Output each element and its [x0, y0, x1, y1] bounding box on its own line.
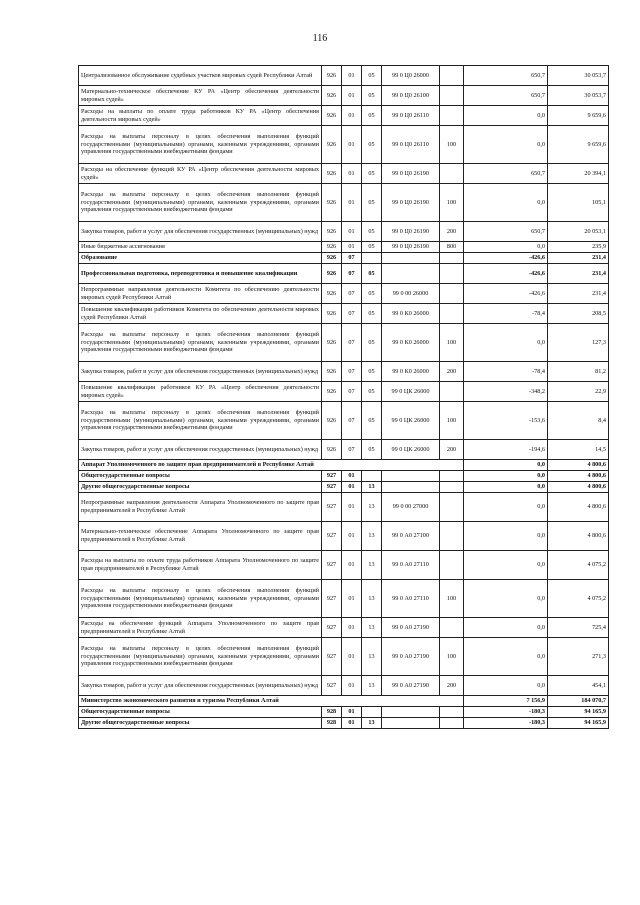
- row-amount-total: 4 800,6: [548, 522, 609, 551]
- table-row: [79, 440, 609, 460]
- row-section-code: 01: [342, 126, 362, 164]
- row-expense-type: 100: [440, 126, 464, 164]
- row-expense-type: 100: [440, 184, 464, 222]
- row-amount-total: 235,9: [548, 242, 609, 253]
- row-expense-type: [440, 718, 464, 729]
- row-subsection-code: 05: [362, 324, 382, 362]
- row-target-article: 99 0 Ц0 26190: [382, 164, 440, 184]
- table-row: [79, 493, 609, 522]
- row-section-code: 01: [342, 718, 362, 729]
- row-admin-code: 926: [322, 402, 342, 440]
- row-amount-change: 650,7: [464, 66, 548, 86]
- row-expense-type: [440, 284, 464, 304]
- row-admin-code: 926: [322, 242, 342, 253]
- row-amount-total: 105,1: [548, 184, 609, 222]
- row-name: Централизованное обслуживание судебных участков мировых судей Республики Алтай: [79, 66, 322, 86]
- row-name: Расходы на выплаты персоналу в целях обеспечения выполнения функций государственными (муниципальными) органами, казенными учреждениями, органами управления государственными внебюджетными фондами: [79, 126, 322, 164]
- table-row: [79, 718, 609, 729]
- row-amount-change: -426,6: [464, 264, 548, 284]
- row-name: Закупка товаров, работ и услуг для обеспечения государственных (муниципальных) нужд: [79, 676, 322, 696]
- row-admin-code: 926: [322, 222, 342, 242]
- row-admin-code: 926: [322, 264, 342, 284]
- row-amount-total: 4 075,2: [548, 551, 609, 580]
- row-admin-code: 926: [322, 106, 342, 126]
- row-amount-total: 4 075,2: [548, 580, 609, 618]
- row-amount-change: -426,6: [464, 253, 548, 264]
- row-section-code: 07: [342, 304, 362, 324]
- row-target-article: [382, 471, 440, 482]
- row-admin-code: 926: [322, 164, 342, 184]
- row-target-article: 99 0 ЦК 26000: [382, 440, 440, 460]
- row-subsection-code: 05: [362, 402, 382, 440]
- row-subsection-code: [362, 707, 382, 718]
- row-amount-total: 454,1: [548, 676, 609, 696]
- row-amount-change: 0,0: [464, 242, 548, 253]
- row-expense-type: 100: [440, 324, 464, 362]
- row-admin-code: 927: [322, 551, 342, 580]
- row-name: Расходы на выплаты по оплате труда работников КУ РА «Центр обеспечения деятельности мировых судей»: [79, 106, 322, 126]
- row-name: Материально-техническое обеспечение Аппарата Уполномоченного по защите прав предпринимателей в Республике Алтай: [79, 522, 322, 551]
- row-amount-change: 0,0: [464, 106, 548, 126]
- row-amount-change: 0,0: [464, 482, 548, 493]
- row-subsection-code: 05: [362, 284, 382, 304]
- row-amount-total: 22,9: [548, 382, 609, 402]
- row-name: Закупка товаров, работ и услуг для обеспечения государственных (муниципальных) нужд: [79, 440, 322, 460]
- row-name: Министерство экономического развития и туризма Республики Алтай: [79, 696, 464, 707]
- row-subsection-code: 05: [362, 164, 382, 184]
- row-subsection-code: 05: [362, 184, 382, 222]
- row-amount-total: 20 394,1: [548, 164, 609, 184]
- row-amount-total: 30 053,7: [548, 66, 609, 86]
- table-row: [79, 86, 609, 106]
- row-admin-code: 927: [322, 580, 342, 618]
- row-target-article: [382, 482, 440, 493]
- row-amount-change: -194,6: [464, 440, 548, 460]
- row-amount-change: 0,0: [464, 184, 548, 222]
- row-section-code: 01: [342, 676, 362, 696]
- row-admin-code: 926: [322, 362, 342, 382]
- budget-table: [78, 65, 609, 729]
- row-expense-type: 100: [440, 638, 464, 676]
- row-expense-type: 800: [440, 242, 464, 253]
- row-section-code: 01: [342, 164, 362, 184]
- row-expense-type: [440, 66, 464, 86]
- row-admin-code: 927: [322, 638, 342, 676]
- row-expense-type: 200: [440, 222, 464, 242]
- row-amount-total: 231,4: [548, 253, 609, 264]
- row-subsection-code: 13: [362, 551, 382, 580]
- row-subsection-code: 13: [362, 482, 382, 493]
- row-target-article: 99 0 Ц0 26190: [382, 242, 440, 253]
- row-subsection-code: 13: [362, 580, 382, 618]
- row-amount-change: -180,3: [464, 707, 548, 718]
- row-expense-type: [440, 482, 464, 493]
- table-row: [79, 184, 609, 222]
- table-row: [79, 482, 609, 493]
- row-target-article: 99 0 А0 27100: [382, 522, 440, 551]
- row-name: Другие общегосударственные вопросы: [79, 482, 322, 493]
- row-subsection-code: 05: [362, 382, 382, 402]
- row-amount-total: 30 053,7: [548, 86, 609, 106]
- table-row: [79, 264, 609, 284]
- table-row: [79, 707, 609, 718]
- row-amount-change: 0,0: [464, 126, 548, 164]
- row-amount-change: 0,0: [464, 580, 548, 618]
- row-section-code: 07: [342, 362, 362, 382]
- row-name: Расходы на обеспечение функций КУ РА «Центр обеспечения деятельности мировых судей»: [79, 164, 322, 184]
- row-subsection-code: 13: [362, 493, 382, 522]
- row-amount-change: 0,0: [464, 676, 548, 696]
- row-target-article: 99 0 00 26000: [382, 284, 440, 304]
- row-amount-total: 4 800,6: [548, 482, 609, 493]
- row-admin-code: 927: [322, 676, 342, 696]
- row-admin-code: 927: [322, 471, 342, 482]
- row-section-code: 01: [342, 482, 362, 493]
- row-amount-change: -426,6: [464, 284, 548, 304]
- row-subsection-code: 05: [362, 440, 382, 460]
- table-row: [79, 580, 609, 618]
- row-amount-change: 7 156,9: [464, 696, 548, 707]
- row-name: Непрограммные направления деятельности Комитета по обеспечению деятельности мировых судей Республики Алтай: [79, 284, 322, 304]
- table-row: [79, 618, 609, 638]
- row-admin-code: 927: [322, 522, 342, 551]
- row-expense-type: 100: [440, 402, 464, 440]
- row-section-code: 07: [342, 324, 362, 362]
- row-admin-code: 926: [322, 324, 342, 362]
- table-row: [79, 382, 609, 402]
- row-section-code: 01: [342, 618, 362, 638]
- row-section-code: 01: [342, 551, 362, 580]
- row-target-article: 99 0 Ц0 26110: [382, 106, 440, 126]
- row-amount-total: 184 070,7: [548, 696, 609, 707]
- row-amount-total: 9 659,6: [548, 126, 609, 164]
- row-admin-code: 926: [322, 440, 342, 460]
- row-amount-change: 0,0: [464, 551, 548, 580]
- row-section-code: 01: [342, 638, 362, 676]
- table-row: [79, 106, 609, 126]
- row-amount-change: -78,4: [464, 362, 548, 382]
- row-admin-code: 927: [322, 493, 342, 522]
- row-name: Другие общегосударственные вопросы: [79, 718, 322, 729]
- row-target-article: [382, 707, 440, 718]
- row-subsection-code: 13: [362, 638, 382, 676]
- row-admin-code: 926: [322, 382, 342, 402]
- row-target-article: 99 0 А0 27190: [382, 618, 440, 638]
- row-admin-code: 926: [322, 253, 342, 264]
- row-section-code: 01: [342, 184, 362, 222]
- row-name: Общегосударственные вопросы: [79, 471, 322, 482]
- table-row: [79, 471, 609, 482]
- row-amount-total: 271,3: [548, 638, 609, 676]
- row-amount-change: 0,0: [464, 638, 548, 676]
- table-row: [79, 362, 609, 382]
- row-name: Расходы на выплаты персоналу в целях обеспечения выполнения функций государственными (муниципальными) органами, казенными учреждениями, органами управления государственными внебюджетными фондами: [79, 402, 322, 440]
- row-subsection-code: 13: [362, 676, 382, 696]
- row-target-article: 99 0 А0 27190: [382, 676, 440, 696]
- row-name: Повышение квалификации работников Комитета по обеспечению деятельности мировых судей Республики Алтай: [79, 304, 322, 324]
- row-amount-change: 0,0: [464, 522, 548, 551]
- row-section-code: 01: [342, 242, 362, 253]
- table-row: [79, 304, 609, 324]
- row-section-code: 01: [342, 86, 362, 106]
- row-admin-code: 926: [322, 284, 342, 304]
- row-name: Расходы на выплаты персоналу в целях обеспечения выполнения функций государственными (муниципальными) органами, казенными учреждениями, органами управления государственными внебюджетными фондами: [79, 638, 322, 676]
- row-expense-type: [440, 551, 464, 580]
- row-amount-total: 4 800,6: [548, 471, 609, 482]
- row-name: Расходы на обеспечение функций Аппарата Уполномоченного по защите прав предпринимателей в Республике Алтай: [79, 618, 322, 638]
- row-admin-code: 926: [322, 86, 342, 106]
- row-expense-type: [440, 164, 464, 184]
- row-section-code: 01: [342, 106, 362, 126]
- row-target-article: 99 0 А0 27110: [382, 551, 440, 580]
- row-subsection-code: 05: [362, 242, 382, 253]
- row-amount-total: 127,3: [548, 324, 609, 362]
- row-amount-change: -180,3: [464, 718, 548, 729]
- budget-table-body: [79, 66, 609, 729]
- row-subsection-code: 13: [362, 618, 382, 638]
- row-amount-change: 650,7: [464, 222, 548, 242]
- row-expense-type: [440, 382, 464, 402]
- row-target-article: 99 0 00 27000: [382, 493, 440, 522]
- row-subsection-code: 05: [362, 126, 382, 164]
- row-name: Образование: [79, 253, 322, 264]
- row-amount-change: 650,7: [464, 164, 548, 184]
- row-amount-total: 81,2: [548, 362, 609, 382]
- row-section-code: 01: [342, 493, 362, 522]
- row-expense-type: [440, 264, 464, 284]
- row-amount-total: 231,4: [548, 284, 609, 304]
- row-expense-type: 200: [440, 362, 464, 382]
- row-amount-change: 0,0: [464, 493, 548, 522]
- row-amount-change: -78,4: [464, 304, 548, 324]
- row-target-article: 99 0 Ц0 26190: [382, 184, 440, 222]
- row-admin-code: 927: [322, 482, 342, 493]
- row-target-article: [382, 718, 440, 729]
- row-expense-type: 100: [440, 580, 464, 618]
- row-target-article: 99 0 К0 26000: [382, 324, 440, 362]
- row-name: Расходы на выплаты по оплате труда работников Аппарата Уполномоченного по защите прав предпринимателей в Республике Алтай: [79, 551, 322, 580]
- row-section-code: 07: [342, 284, 362, 304]
- table-row: [79, 253, 609, 264]
- row-amount-total: 4 800,6: [548, 460, 609, 471]
- row-amount-total: 9 659,6: [548, 106, 609, 126]
- table-row: [79, 242, 609, 253]
- row-name: Расходы на выплаты персоналу в целях обеспечения выполнения функций государственными (муниципальными) органами, казенными учреждениями, органами управления государственными внебюджетными фондами: [79, 184, 322, 222]
- row-amount-total: 4 800,6: [548, 493, 609, 522]
- row-subsection-code: 05: [362, 66, 382, 86]
- row-subsection-code: 13: [362, 718, 382, 729]
- row-amount-total: 14,5: [548, 440, 609, 460]
- row-expense-type: [440, 106, 464, 126]
- row-name: Аппарат Уполномоченного по защите прав предпринимателей в Республике Алтай: [79, 460, 464, 471]
- table-row: [79, 402, 609, 440]
- row-target-article: 99 0 А0 27110: [382, 580, 440, 618]
- row-target-article: 99 0 Ц0 26190: [382, 222, 440, 242]
- row-amount-change: -153,6: [464, 402, 548, 440]
- page-number: 116: [312, 33, 328, 44]
- row-amount-change: 0,0: [464, 324, 548, 362]
- table-row: [79, 551, 609, 580]
- row-amount-total: 94 165,9: [548, 718, 609, 729]
- table-row: [79, 66, 609, 86]
- row-subsection-code: [362, 471, 382, 482]
- row-expense-type: [440, 304, 464, 324]
- row-admin-code: 928: [322, 718, 342, 729]
- row-section-code: 01: [342, 471, 362, 482]
- row-admin-code: 928: [322, 707, 342, 718]
- row-admin-code: 927: [322, 618, 342, 638]
- ministry-row: [79, 460, 609, 471]
- table-row: [79, 126, 609, 164]
- row-admin-code: 926: [322, 184, 342, 222]
- row-name: Закупка товаров, работ и услуг для обеспечения государственных (муниципальных) нужд: [79, 362, 322, 382]
- row-expense-type: [440, 707, 464, 718]
- row-section-code: 01: [342, 707, 362, 718]
- row-subsection-code: [362, 253, 382, 264]
- row-section-code: 01: [342, 522, 362, 551]
- row-expense-type: 200: [440, 676, 464, 696]
- row-target-article: 99 0 Ц0 26110: [382, 126, 440, 164]
- row-expense-type: 200: [440, 440, 464, 460]
- row-name: Профессиональная подготовка, переподготовка и повышение квалификации: [79, 264, 322, 284]
- row-target-article: 99 0 Ц0 26000: [382, 66, 440, 86]
- row-amount-total: 20 053,1: [548, 222, 609, 242]
- row-name: Расходы на выплаты персоналу в целях обеспечения выполнения функций государственными (муниципальными) органами, казенными учреждениями, органами управления государственными внебюджетными фондами: [79, 580, 322, 618]
- row-target-article: 99 0 К0 26000: [382, 362, 440, 382]
- table-row: [79, 324, 609, 362]
- row-subsection-code: 05: [362, 362, 382, 382]
- row-subsection-code: 05: [362, 106, 382, 126]
- row-amount-total: 725,4: [548, 618, 609, 638]
- row-expense-type: [440, 253, 464, 264]
- table-row: [79, 638, 609, 676]
- row-name: Материально-техническое обеспечение КУ РА «Центр обеспечения деятельности мировых судей»: [79, 86, 322, 106]
- row-target-article: [382, 264, 440, 284]
- row-target-article: 99 0 К0 26000: [382, 304, 440, 324]
- row-subsection-code: 13: [362, 522, 382, 551]
- row-expense-type: [440, 86, 464, 106]
- row-name: Повышение квалификации работников КУ РА «Центр обеспечения деятельности мировых судей»: [79, 382, 322, 402]
- row-expense-type: [440, 522, 464, 551]
- row-expense-type: [440, 618, 464, 638]
- table-row: [79, 522, 609, 551]
- row-name: Общегосударственные вопросы: [79, 707, 322, 718]
- row-amount-total: 231,4: [548, 264, 609, 284]
- row-admin-code: 926: [322, 126, 342, 164]
- row-target-article: 99 0 А0 27190: [382, 638, 440, 676]
- row-name: Расходы на выплаты персоналу в целях обеспечения выполнения функций государственными (муниципальными) органами, казенными учреждениями, органами управления государственными внебюджетными фондами: [79, 324, 322, 362]
- table-row: [79, 222, 609, 242]
- row-target-article: 99 0 ЦК 26000: [382, 402, 440, 440]
- row-target-article: 99 0 ЦК 26000: [382, 382, 440, 402]
- row-amount-change: 0,0: [464, 471, 548, 482]
- row-name: Непрограммные направления деятельности Аппарата Уполномоченного по защите прав предпринимателей в Республике Алтай: [79, 493, 322, 522]
- row-section-code: 07: [342, 440, 362, 460]
- table-row: [79, 676, 609, 696]
- row-target-article: [382, 253, 440, 264]
- row-subsection-code: 05: [362, 304, 382, 324]
- ministry-row: [79, 696, 609, 707]
- row-subsection-code: 05: [362, 86, 382, 106]
- row-admin-code: 926: [322, 304, 342, 324]
- table-row: [79, 284, 609, 304]
- row-section-code: 07: [342, 402, 362, 440]
- row-amount-change: -348,2: [464, 382, 548, 402]
- row-amount-total: 8,4: [548, 402, 609, 440]
- row-amount-change: 650,7: [464, 86, 548, 106]
- row-section-code: 07: [342, 264, 362, 284]
- row-amount-change: 0,0: [464, 460, 548, 471]
- row-section-code: 07: [342, 382, 362, 402]
- row-section-code: 01: [342, 66, 362, 86]
- row-expense-type: [440, 471, 464, 482]
- row-name: Иные бюджетные ассигнования: [79, 242, 322, 253]
- row-section-code: 01: [342, 222, 362, 242]
- row-amount-total: 208,5: [548, 304, 609, 324]
- row-subsection-code: 05: [362, 222, 382, 242]
- row-section-code: 07: [342, 253, 362, 264]
- row-amount-change: 0,0: [464, 618, 548, 638]
- row-subsection-code: 05: [362, 264, 382, 284]
- row-section-code: 01: [342, 580, 362, 618]
- table-row: [79, 164, 609, 184]
- row-target-article: 99 0 Ц0 26100: [382, 86, 440, 106]
- row-expense-type: [440, 493, 464, 522]
- row-admin-code: 926: [322, 66, 342, 86]
- row-amount-total: 94 165,9: [548, 707, 609, 718]
- row-name: Закупка товаров, работ и услуг для обеспечения государственных (муниципальных) нужд: [79, 222, 322, 242]
